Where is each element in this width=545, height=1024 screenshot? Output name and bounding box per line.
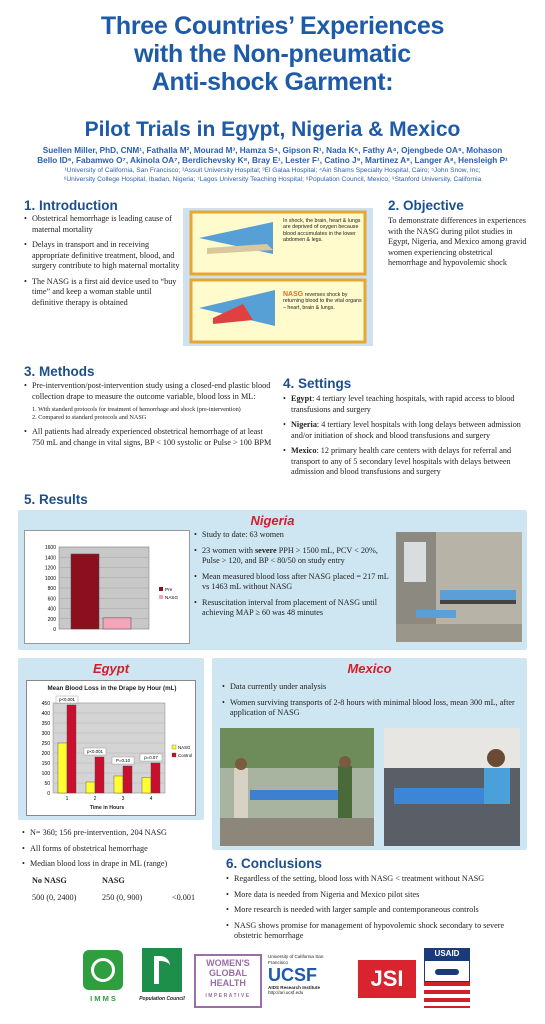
methods-sub-1: 1. With standard protocols for treatment of hemorrhage and shock (pre-intervention) bbox=[32, 406, 241, 413]
egypt-title: Egypt bbox=[92, 661, 130, 676]
egypt-chart-svg bbox=[27, 681, 197, 817]
affil-line-1: ¹University of California, San Francisco; ²Assuit University Hospital; ³El Galaa Hospital; ⁴Ain Shams Specialty Hospital, Cairo; ⁵John Snow, Inc; bbox=[64, 167, 481, 174]
egypt-annotation: P=0.10 bbox=[115, 758, 131, 763]
intro-bullet: • Obstetrical hemorrhage is leading cause of maternal mortality bbox=[24, 214, 182, 235]
egypt-tick-label: 50 bbox=[44, 781, 50, 787]
settings-item-mexico bbox=[283, 446, 527, 478]
egypt-tick-label: 250 bbox=[41, 741, 50, 747]
settings-text: : 4 tertiary level teaching hospitals, with rapid access to blood transfusions and surgery bbox=[291, 394, 515, 414]
methods-bullet bbox=[24, 381, 276, 422]
egypt-table-header bbox=[32, 876, 202, 887]
conclusions-heading: 6. Conclusions bbox=[226, 856, 323, 871]
intro-bullet: • Delays in transport and in receiving appropriate definitive treatment, blood, and surgery contribute to high maternal mortality bbox=[24, 240, 182, 272]
jsi-logo: JSI bbox=[358, 960, 416, 998]
methods-bullet: • All patients had already experienced obstetrical hemorrhage of at least 750 mL and change in vital signs, BP < 100 systolic or Pulse > 100 BPM bbox=[24, 427, 276, 448]
egypt-legend-swatch bbox=[172, 753, 176, 757]
objective-text: To demonstrate differences in experiences with the NASG during pilot studies in Egypt, Nigeria, and Mexico among gravid women experiencing obstetrical hemorrhage and hypovolemic shock bbox=[388, 216, 527, 267]
mexico-list bbox=[222, 682, 517, 724]
egypt-table-row bbox=[32, 893, 202, 904]
egypt-td: <0.001 bbox=[172, 892, 196, 902]
mexico-photo-1-art bbox=[220, 728, 374, 846]
nasg-diagram bbox=[183, 208, 373, 346]
egypt-bar-nasg bbox=[58, 743, 67, 793]
methods-bullet-text: Pre-intervention/post-intervention study using a closed-end plastic blood collection drape to measure the outcome variable, blood loss in ML: bbox=[32, 381, 271, 401]
egypt-th: NASG bbox=[102, 876, 125, 885]
settings-item-nigeria bbox=[283, 420, 527, 441]
egypt-legend-label: Control bbox=[178, 753, 193, 758]
popcouncil-label: Population Council bbox=[139, 996, 185, 1002]
wgh-line-2: GLOBAL bbox=[209, 968, 247, 978]
nigeria-photo-art bbox=[396, 532, 522, 642]
egypt-bar-nasg bbox=[86, 782, 95, 793]
conclusion-bullet: • NASG shows promise for management of hypovolemic shock secondary to severe obstetric hemorrhage bbox=[226, 921, 526, 942]
population-council-logo bbox=[136, 948, 188, 1012]
ucsf-sub-text: AIDS Research Institute bbox=[268, 985, 321, 990]
egypt-bar-nasg bbox=[114, 776, 123, 793]
diagram-nasg-text: reverses shock by returning blood to the vital organs – heart, brain & lungs. bbox=[283, 292, 362, 311]
conclusion-bullet: • Regardless of the setting, blood loss with NASG < treatment without NASG bbox=[226, 874, 526, 885]
nigeria-legend-label: Pre bbox=[165, 587, 173, 592]
egypt-tick-label: 400 bbox=[41, 711, 50, 717]
affiliation-list bbox=[5, 167, 540, 184]
nigeria-bar-nasg bbox=[103, 618, 131, 629]
mexico-photo-2-art bbox=[384, 728, 520, 846]
settings-label: Nigeria bbox=[291, 420, 317, 429]
conclusions-list bbox=[226, 874, 526, 947]
egypt-annotation: p=0.07 bbox=[144, 755, 158, 760]
egypt-x-tick-label: 4 bbox=[149, 796, 153, 802]
nigeria-ward-photo bbox=[396, 532, 522, 642]
egypt-bar-control bbox=[123, 766, 132, 793]
ucsf-top-text: University of California San Francisco bbox=[268, 954, 324, 965]
egypt-td: 500 (0, 2400) bbox=[32, 892, 77, 902]
diagram-nasg-caption bbox=[283, 292, 365, 311]
ucsf-url: http://ari.ucsf.edu bbox=[268, 990, 304, 995]
conclusion-bullet: • More research is needed with larger sample and contemporaneous controls bbox=[226, 905, 526, 916]
imms-logo bbox=[80, 948, 126, 1012]
poster-title bbox=[0, 12, 545, 96]
nigeria-tick-label: 0 bbox=[53, 627, 56, 633]
egypt-list bbox=[22, 828, 202, 875]
imms-emblem-icon bbox=[83, 950, 123, 990]
popcouncil-emblem-icon bbox=[142, 948, 182, 992]
settings-text: : 12 primary health care centers with delays for referral and transport to any of 5 secondary level hospitals with delays between admission and blood transfusions and surgery bbox=[291, 446, 512, 476]
nigeria-tick-label: 600 bbox=[47, 596, 56, 603]
egypt-x-tick-label: 1 bbox=[65, 796, 69, 802]
usaid-logo bbox=[424, 948, 470, 1012]
egypt-chart bbox=[26, 680, 196, 816]
poster-subtitle: Pilot Trials in Egypt, Nigeria & Mexico bbox=[84, 118, 461, 141]
nigeria-tick-label: 200 bbox=[47, 616, 56, 623]
egypt-tick-label: 150 bbox=[41, 761, 50, 767]
nigeria-title: Nigeria bbox=[250, 513, 295, 528]
mexico-panel bbox=[212, 658, 527, 850]
mexico-ambulance-photo bbox=[384, 728, 520, 846]
intro-bullet: • The NASG is a first aid device used to “buy time” and keep a woman stable until definitive therapy is obtained bbox=[24, 277, 182, 309]
egypt-th bbox=[172, 876, 202, 887]
egypt-table bbox=[32, 876, 202, 903]
nigeria-chart bbox=[24, 530, 190, 644]
usaid-handshake-icon bbox=[424, 960, 470, 982]
popcouncil-p-icon bbox=[154, 956, 170, 984]
egypt-panel bbox=[18, 658, 204, 820]
egypt-bar-control bbox=[151, 763, 160, 793]
settings-item-egypt bbox=[283, 394, 527, 415]
nigeria-bullet bbox=[194, 546, 390, 567]
egypt-annotation: p<0.001 bbox=[59, 697, 75, 702]
egypt-tick-label: 300 bbox=[41, 731, 50, 737]
usaid-stripes-icon bbox=[424, 982, 470, 1008]
objective-heading: 2. Objective bbox=[388, 198, 464, 213]
egypt-bullet: • All forms of obstetrical hemorrhage bbox=[22, 844, 202, 855]
nigeria-b2-bold: severe bbox=[255, 545, 277, 555]
womens-global-health-logo bbox=[194, 954, 262, 1008]
diagram-nasg-label: NASG bbox=[283, 291, 304, 298]
egypt-bar-nasg bbox=[142, 777, 151, 793]
nigeria-b2-post: PPH > 1500 mL, PCV < 20%, Pulse > 120, and BP < 80/50 on study entry bbox=[202, 545, 378, 565]
imms-label: I M M S bbox=[90, 994, 116, 1003]
methods-list bbox=[24, 381, 276, 453]
title-line-2: with the Non-pneumatic bbox=[134, 40, 411, 68]
nigeria-tick-label: 400 bbox=[47, 606, 56, 613]
egypt-bullet: • N= 360; 156 pre-intervention, 204 NASG bbox=[22, 828, 202, 839]
nigeria-tick-label: 1200 bbox=[44, 565, 56, 572]
wgh-line-3: HEALTH bbox=[210, 978, 246, 988]
diagram-shock-caption: In shock, the brain, heart & lungs are deprived of oxygen because blood accumulates in the lower abdomen & legs. bbox=[283, 218, 361, 244]
egypt-bullet: • Median blood loss in drape in ML (range) bbox=[22, 859, 202, 870]
conclusion-bullet: • More data is needed from Nigeria and Mexico pilot sites bbox=[226, 890, 526, 901]
egypt-chart-title: Mean Blood Loss in the Drape by Hour (mL) bbox=[47, 685, 177, 692]
author-line-1: Suellen Miller, PhD, CNM¹, Fathalla M², Mourad M³, Hamza S⁴, Gipson R¹, Nada K⁵, Fathy A⁴, Ojengbede OA⁶, Mohason bbox=[42, 146, 503, 155]
nigeria-legend-label: NASG bbox=[165, 595, 179, 600]
nigeria-panel bbox=[18, 510, 527, 650]
mexico-title: Mexico bbox=[347, 661, 392, 676]
nigeria-chart-svg bbox=[25, 531, 191, 645]
egypt-tick-label: 450 bbox=[41, 701, 50, 707]
settings-label: Mexico bbox=[291, 446, 317, 455]
egypt-x-tick-label: 3 bbox=[121, 796, 125, 802]
egypt-tick-label: 100 bbox=[41, 771, 50, 777]
nigeria-bar-pre bbox=[71, 554, 99, 629]
egypt-x-tick-label: 2 bbox=[93, 796, 97, 802]
intro-list bbox=[24, 214, 182, 313]
egypt-td: 250 (0, 900) bbox=[102, 892, 143, 902]
mexico-bullet: • Data currently under analysis bbox=[222, 682, 517, 693]
methods-heading: 3. Methods bbox=[24, 364, 95, 379]
nigeria-list bbox=[194, 530, 390, 624]
settings-text: : 4 tertiary level hospitals with long delays between admission and/or initiation of shock and blood transfusions and surgery bbox=[291, 420, 521, 440]
imms-ring-icon bbox=[91, 958, 115, 982]
settings-label: Egypt bbox=[291, 394, 312, 403]
egypt-tick-label: 350 bbox=[41, 721, 50, 727]
title-line-1: Three Countries’ Experiences bbox=[100, 12, 445, 40]
egypt-chart-xlabel: Time in Hours bbox=[89, 805, 125, 811]
egypt-bar-control bbox=[67, 705, 76, 793]
mexico-bullet: • Women surviving transports of 2-8 hours with minimal blood loss, mean 300 mL, after application of NASG bbox=[222, 698, 517, 719]
nigeria-tick-label: 1000 bbox=[44, 575, 56, 582]
usaid-wordmark: USAID bbox=[424, 948, 470, 960]
mexico-transport-photo bbox=[220, 728, 374, 846]
ucsf-wordmark: UCSF bbox=[268, 965, 317, 985]
nigeria-bullet: • Study to date: 63 women bbox=[194, 530, 390, 541]
nigeria-b2-pre: 23 women with bbox=[202, 545, 255, 555]
nigeria-tick-label: 1400 bbox=[44, 555, 56, 562]
settings-heading: 4. Settings bbox=[283, 376, 352, 391]
intro-heading: 1. Introduction bbox=[24, 198, 118, 213]
nigeria-legend-swatch bbox=[159, 595, 163, 599]
author-line-2: Bello ID⁶, Fabamwo O⁷, Akinola OA⁷, Berdichevsky K⁸, Bray E¹, Lester F¹, Catino J⁹, Martinez A⁸, Langer A⁸, Hensleigh P¹ bbox=[37, 156, 508, 165]
egypt-tick-label: 200 bbox=[41, 751, 50, 757]
author-list bbox=[5, 146, 540, 166]
methods-sub-2: 2. Compared to standard protocols and NASG bbox=[32, 414, 147, 421]
nigeria-bullet: • Resuscitation interval from placement of NASG until achieving MAP ≥ 60 was 48 minutes bbox=[194, 598, 390, 619]
settings-list bbox=[283, 394, 527, 483]
affil-line-2: ⁶University College Hospital, Ibadan, Nigeria; ⁷Lagos University Teaching Hospital; ⁸Population Council, Mexico; ⁹Stanford University, California bbox=[63, 175, 482, 183]
egypt-annotation: p<0.001 bbox=[87, 749, 103, 754]
title-line-3: Anti-shock Garment: bbox=[151, 68, 394, 96]
nigeria-tick-label: 800 bbox=[47, 586, 56, 592]
wgh-line-1: WOMEN'S bbox=[206, 958, 250, 968]
results-heading: 5. Results bbox=[24, 492, 88, 507]
wgh-line-4: IMPERATIVE bbox=[205, 993, 251, 999]
ucsf-logo bbox=[268, 954, 348, 1010]
egypt-legend-swatch bbox=[172, 745, 176, 749]
nigeria-tick-label: 1600 bbox=[44, 545, 56, 551]
nigeria-bullet: • Mean measured blood loss after NASG placed = 217 mL vs 1463 mL without NASG bbox=[194, 572, 390, 593]
nigeria-legend-swatch bbox=[159, 587, 163, 591]
egypt-legend-label: NASG bbox=[178, 745, 191, 750]
egypt-bar-control bbox=[95, 757, 104, 793]
egypt-tick-label: 0 bbox=[47, 791, 50, 797]
egypt-th: No NASG bbox=[32, 876, 67, 885]
